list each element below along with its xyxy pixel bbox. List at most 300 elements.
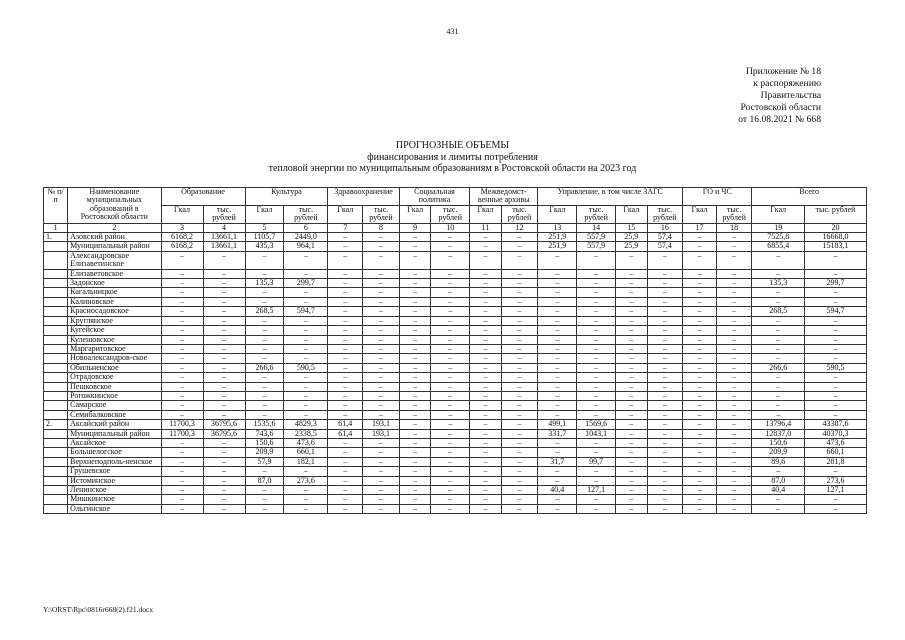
row-number [44,354,68,363]
row-number: 1. [44,233,68,242]
cell-value: – [245,316,284,325]
table-row [44,233,867,242]
cell-value: – [501,467,538,476]
cell-value: – [683,429,717,438]
cell-value: 6168,2 [161,242,203,251]
row-number [44,401,68,410]
cell-value: – [616,354,647,363]
data-table [43,187,867,514]
cell-value: – [245,486,284,495]
cell-value: – [538,467,577,476]
cell-value: – [647,410,683,419]
cell-value: – [203,335,245,344]
cell-value: – [161,401,203,410]
cell-value: – [804,316,866,325]
cell-value: – [470,401,501,410]
cell-value: 43387,6 [804,420,866,429]
cell-value: – [538,344,577,353]
cell-value: 743,6 [245,429,284,438]
table-row [44,467,867,476]
cell-value: – [804,410,866,419]
cell-value: – [683,410,717,419]
row-number [44,457,68,466]
cell-value: – [647,354,683,363]
cell-value: – [161,486,203,495]
row-number [44,476,68,485]
cell-value: 6168,2 [161,233,203,242]
cell-value: 40,4 [538,486,577,495]
cell-value: – [616,495,647,504]
cell-value: – [716,363,752,372]
cell-value: – [431,279,470,288]
cell-value: – [203,354,245,363]
cell-value: 594,7 [284,307,328,316]
cell-value: – [161,363,203,372]
cell-value: – [616,269,647,278]
cell-value: – [577,363,616,372]
row-name: Ольгинское [68,504,161,513]
cell-value: – [399,279,430,288]
cell-value: – [203,307,245,316]
cell-value: – [470,297,501,306]
table-row [44,354,867,363]
unit-header: тыс. рублей [716,205,752,223]
column-number: 5 [245,223,284,232]
cell-value: – [683,363,717,372]
cell-value: – [804,391,866,400]
cell-value: – [804,288,866,297]
unit-header: тыс. рублей [203,205,245,223]
cell-value: – [161,269,203,278]
row-name: Обильненское [68,363,161,372]
cell-value: – [363,467,400,476]
cell-value: – [804,335,866,344]
cell-value: 2338,5 [284,429,328,438]
unit-header: тыс. рублей [647,205,683,223]
cell-value: – [501,476,538,485]
cell-value: 1105,7 [245,233,284,242]
row-name: Маргаритовское [68,344,161,353]
row-number [44,288,68,297]
cell-value: – [328,279,363,288]
cell-value: 266,6 [752,363,804,372]
cell-value: – [616,504,647,513]
cell-value: – [716,457,752,466]
table-row [44,288,867,297]
cell-value: – [245,344,284,353]
cell-value: 660,1 [804,448,866,457]
table-row [44,410,867,419]
cell-value: – [203,467,245,476]
cell-value: 25,9 [616,242,647,251]
cell-value: 87,0 [245,476,284,485]
table-row [44,363,867,372]
cell-value: – [203,401,245,410]
cell-value: 182,1 [284,457,328,466]
cell-value: 135,3 [752,279,804,288]
cell-value: – [804,382,866,391]
column-number: 4 [203,223,245,232]
cell-value: – [328,363,363,372]
header-group: Управление, в том числе ЗАГС [538,188,683,206]
cell-value: – [716,344,752,353]
cell-value: – [577,288,616,297]
cell-value: – [716,297,752,306]
cell-value: – [683,335,717,344]
cell-value: – [431,410,470,419]
cell-value: 6855,4 [752,242,804,251]
row-name: Азовский район [68,233,161,242]
cell-value: – [203,391,245,400]
cell-value: – [431,326,470,335]
cell-value: – [203,373,245,382]
cell-value: 89,6 [752,457,804,466]
cell-value: – [683,467,717,476]
cell-value: – [716,316,752,325]
cell-value: – [616,391,647,400]
cell-value: – [399,420,430,429]
cell-value: – [752,495,804,504]
cell-value: – [683,401,717,410]
table-row [44,242,867,251]
unit-header: Гкал [161,205,203,223]
cell-value: – [470,457,501,466]
cell-value: 273,6 [804,476,866,485]
cell-value: – [752,504,804,513]
cell-value: – [363,269,400,278]
cell-value: – [616,335,647,344]
cell-value: 150,6 [245,438,284,447]
cell-value: – [683,344,717,353]
table-row [44,401,867,410]
cell-value: – [470,420,501,429]
row-name: Кулешовское [68,335,161,344]
cell-value: – [752,354,804,363]
row-number [44,326,68,335]
cell-value: – [716,429,752,438]
cell-value: – [647,457,683,466]
cell-value: – [470,288,501,297]
cell-value: – [647,486,683,495]
cell-value: – [470,335,501,344]
cell-value: – [470,251,501,269]
cell-value: – [501,429,538,438]
cell-value: – [501,335,538,344]
cell-value: – [538,307,577,316]
cell-value: – [470,495,501,504]
cell-value: – [284,269,328,278]
cell-value: 266,6 [245,363,284,372]
cell-value: – [501,269,538,278]
cell-value: – [752,251,804,269]
cell-value: – [683,420,717,429]
cell-value: – [161,251,203,269]
cell-value: – [683,476,717,485]
column-number: 8 [363,223,400,232]
table-row [44,504,867,513]
cell-value: – [431,233,470,242]
cell-value: – [577,307,616,316]
cell-value: – [538,363,577,372]
cell-value: – [363,279,400,288]
appendix-line: от 16.08.2021 № 668 [738,114,821,125]
cell-value: – [245,504,284,513]
cell-value: – [328,448,363,457]
cell-value: – [752,382,804,391]
column-number: 19 [752,223,804,232]
row-name: Кугейское [68,326,161,335]
cell-value: – [203,297,245,306]
cell-value: 1043,1 [577,429,616,438]
cell-value: – [752,326,804,335]
row-name: Муниципальный район [68,242,161,251]
cell-value: – [501,401,538,410]
cell-value: – [245,269,284,278]
cell-value: – [752,467,804,476]
cell-value: 99,7 [577,457,616,466]
cell-value: – [328,457,363,466]
cell-value: – [716,401,752,410]
row-name: Грушевское [68,467,161,476]
cell-value: – [399,401,430,410]
cell-value: 2449,0 [284,233,328,242]
row-name: Мишкинское [68,495,161,504]
cell-value: 127,1 [804,486,866,495]
cell-value: – [203,316,245,325]
cell-value: – [577,344,616,353]
cell-value: – [399,438,430,447]
cell-value: 331,7 [538,429,577,438]
cell-value: – [470,326,501,335]
unit-row [44,205,867,223]
cell-value: 57,4 [647,233,683,242]
cell-value: 4829,3 [284,420,328,429]
cell-value: – [161,279,203,288]
cell-value: 16668,0 [804,233,866,242]
cell-value: – [245,495,284,504]
cell-value: – [363,438,400,447]
header-name: Наименование муниципальных образований в Ростовской области [68,188,161,224]
cell-value: – [501,288,538,297]
column-number: 13 [538,223,577,232]
row-name: Отрадовское [68,373,161,382]
row-name: Кагальницкое [68,288,161,297]
cell-value: – [363,410,400,419]
table-row [44,269,867,278]
cell-value: 193,1 [363,420,400,429]
column-number: 15 [616,223,647,232]
column-number-row [44,223,867,232]
cell-value: – [616,344,647,353]
cell-value: – [161,326,203,335]
cell-value: – [399,495,430,504]
cell-value: – [804,297,866,306]
cell-value: – [431,476,470,485]
row-name: Пешковское [68,382,161,391]
cell-value: – [501,233,538,242]
cell-value: – [245,251,284,269]
cell-value: – [328,382,363,391]
cell-value: – [538,391,577,400]
cell-value: – [399,410,430,419]
cell-value: 268,5 [245,307,284,316]
appendix-line: Правительства [760,90,821,101]
cell-value: – [328,344,363,353]
column-number: 3 [161,223,203,232]
cell-value: – [470,279,501,288]
cell-value: – [284,354,328,363]
cell-value: – [470,486,501,495]
cell-value: – [616,251,647,269]
row-number [44,297,68,306]
cell-value: – [328,504,363,513]
cell-value: 268,5 [752,307,804,316]
cell-value: – [203,344,245,353]
cell-value: – [716,307,752,316]
header-group: ГО и ЧС [683,188,752,206]
cell-value: – [363,354,400,363]
cell-value: – [804,344,866,353]
cell-value: 209,9 [245,448,284,457]
cell-value: – [284,391,328,400]
cell-value: 499,1 [538,420,577,429]
cell-value: – [399,242,430,251]
cell-value: – [284,288,328,297]
cell-value: 594,7 [804,307,866,316]
cell-value: – [399,316,430,325]
cell-value: – [203,269,245,278]
cell-value: 435,3 [245,242,284,251]
cell-value: – [752,316,804,325]
cell-value: – [328,401,363,410]
cell-value: – [203,251,245,269]
cell-value: – [647,326,683,335]
cell-value: – [577,391,616,400]
column-number: 9 [399,223,430,232]
cell-value: – [683,288,717,297]
cell-value: – [470,410,501,419]
cell-value: – [683,373,717,382]
table-row [44,251,867,269]
cell-value: – [683,486,717,495]
cell-value: – [431,316,470,325]
file-path-footer: Y:\ORST\Rpc\0816r668(2).f21.docx [43,605,154,614]
cell-value: – [501,504,538,513]
cell-value: – [245,391,284,400]
cell-value: 1569,6 [577,420,616,429]
row-name: Аксайское [68,438,161,447]
cell-value: – [616,457,647,466]
cell-value: – [470,382,501,391]
cell-value: – [804,354,866,363]
row-number [44,363,68,372]
cell-value: – [470,307,501,316]
cell-value: – [284,495,328,504]
cell-value: – [431,373,470,382]
unit-header: Гкал [752,205,804,223]
cell-value: – [470,242,501,251]
table-row [44,495,867,504]
row-name: Красносадовское [68,307,161,316]
cell-value: – [203,363,245,372]
cell-value: – [203,476,245,485]
cell-value: – [161,335,203,344]
cell-value: – [161,297,203,306]
cell-value: – [399,251,430,269]
cell-value: – [538,316,577,325]
column-number: 20 [804,223,866,232]
cell-value: 40370,3 [804,429,866,438]
row-name: Самарское [68,401,161,410]
row-number: 2. [44,420,68,429]
cell-value: – [716,438,752,447]
cell-value: – [431,504,470,513]
cell-value: – [716,354,752,363]
cell-value: – [161,354,203,363]
cell-value: – [431,457,470,466]
cell-value: – [538,495,577,504]
cell-value: – [245,373,284,382]
cell-value: – [161,410,203,419]
cell-value: – [647,438,683,447]
table-row [44,476,867,485]
cell-value: – [647,429,683,438]
cell-value: – [245,354,284,363]
cell-value: 590,5 [804,363,866,372]
cell-value: – [752,401,804,410]
cell-value: – [161,344,203,353]
cell-value: – [328,233,363,242]
cell-value: – [363,495,400,504]
cell-value: 57,4 [647,242,683,251]
cell-value: – [203,326,245,335]
cell-value: – [577,335,616,344]
document-title [0,140,905,175]
cell-value: – [161,307,203,316]
cell-value: – [716,476,752,485]
cell-value: – [501,363,538,372]
table-row [44,344,867,353]
cell-value: – [683,251,717,269]
cell-value: – [363,307,400,316]
cell-value: – [399,363,430,372]
cell-value: – [431,382,470,391]
cell-value: – [161,467,203,476]
cell-value: 36795,6 [203,420,245,429]
appendix-block [738,66,821,126]
cell-value: – [647,382,683,391]
cell-value: 590,5 [284,363,328,372]
cell-value: – [161,316,203,325]
unit-header: Гкал [616,205,647,223]
cell-value: 40,4 [752,486,804,495]
cell-value: – [328,251,363,269]
table-row [44,279,867,288]
cell-value: – [470,354,501,363]
cell-value: – [716,486,752,495]
cell-value: – [577,326,616,335]
cell-value: – [804,495,866,504]
cell-value: – [501,279,538,288]
cell-value: – [399,429,430,438]
cell-value: 251,9 [538,242,577,251]
cell-value: – [328,354,363,363]
cell-value: – [363,401,400,410]
cell-value: – [538,373,577,382]
cell-value: – [716,288,752,297]
cell-value: – [616,486,647,495]
cell-value: – [577,476,616,485]
